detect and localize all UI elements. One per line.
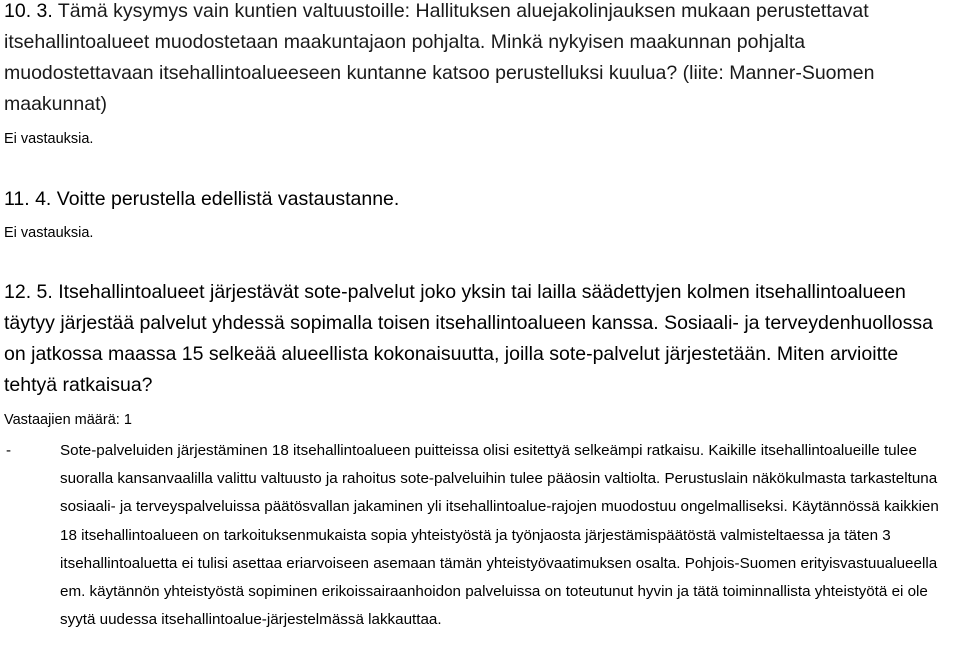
question-number: 12. 5. — [4, 281, 53, 303]
question-text: Itsehallintoalueet järjestävät sote-palvelut joko yksin tai lailla säädettyjen kolmen itsehallintoalueen täytyy järjestää palvelut yhdessä sopimalla toisen itsehallintoalueen kanssa. Sosiaali- ja terveydenhuollossa on jatkossa maassa 15 selkeää alueellista kokonaisuutta, joilla sote-palvelut järjestetään. Miten arvioitte tehtyä ratkaisua? — [4, 281, 933, 396]
answer-text: Sote-palveluiden järjestäminen 18 itsehallintoalueen puitteissa olisi esitettyä selkeämpi ratkaisu. Kaikille itsehallintoalueille tulee suoralla kansanvaalilla valittu valtuusto ja rahoitus sote-palveluihin tulee pääosin valtiolta. Perustuslain näkökulmasta tarkasteltuna sosiaali- ja terveyspalveluissa päätösvallan jakaminen yli itsehallintoalue-rajojen muodostuu ongelmalliseksi. Käytännössä kaikkien 18 itsehallintoalueen on tarkoituksenmukaista sopia yhteistyöstä ja työnjaosta järjestämispäätöstä valmisteltaessa ja täten 3 itsehallintoaluetta ei tulisi asettaa eriarvoiseen asemaan tämän yhteistyövaatimuksen osalta. Pohjois-Suomen erityisvastuualueella em. käytännön yhteistyöstä sopiminen erikoissairaanhoidon palveluissa on toteutunut hyvin ja tätä toiminnallista yhteistyötä ei ole syytä uudessa itsehallintoalue-järjestelmässä lakkauttaa. — [60, 442, 939, 629]
question-number: 11. 4. — [4, 188, 52, 210]
question-number: 10. 3. — [4, 0, 53, 22]
answer-block — [4, 437, 956, 634]
no-answers-label: Ei vastauksia. — [4, 131, 94, 147]
no-answers-label: Ei vastauksia. — [4, 225, 94, 241]
question-11-4 — [4, 184, 954, 215]
question-text: Voitte perustella edellistä vastaustanne. — [56, 188, 400, 210]
question-12-5 — [4, 277, 954, 401]
respondent-count: Vastaajien määrä: 1 — [4, 412, 132, 428]
question-text: Tämä kysymys vain kuntien valtuustoille: Hallituksen aluejakolinjauksen mukaan perustettavat itsehallintoalueet muodostetaan maakuntajaon pohjalta. Minkä nykyisen maakunnan pohjalta muodostettavaan itsehallintoalueeseen kuntanne katsoo perustelluksi kuulua? (liite: Manner-Suomen maakunnat) — [4, 0, 875, 115]
question-10-3 — [4, 0, 954, 120]
answer-bullet: - — [6, 442, 12, 459]
